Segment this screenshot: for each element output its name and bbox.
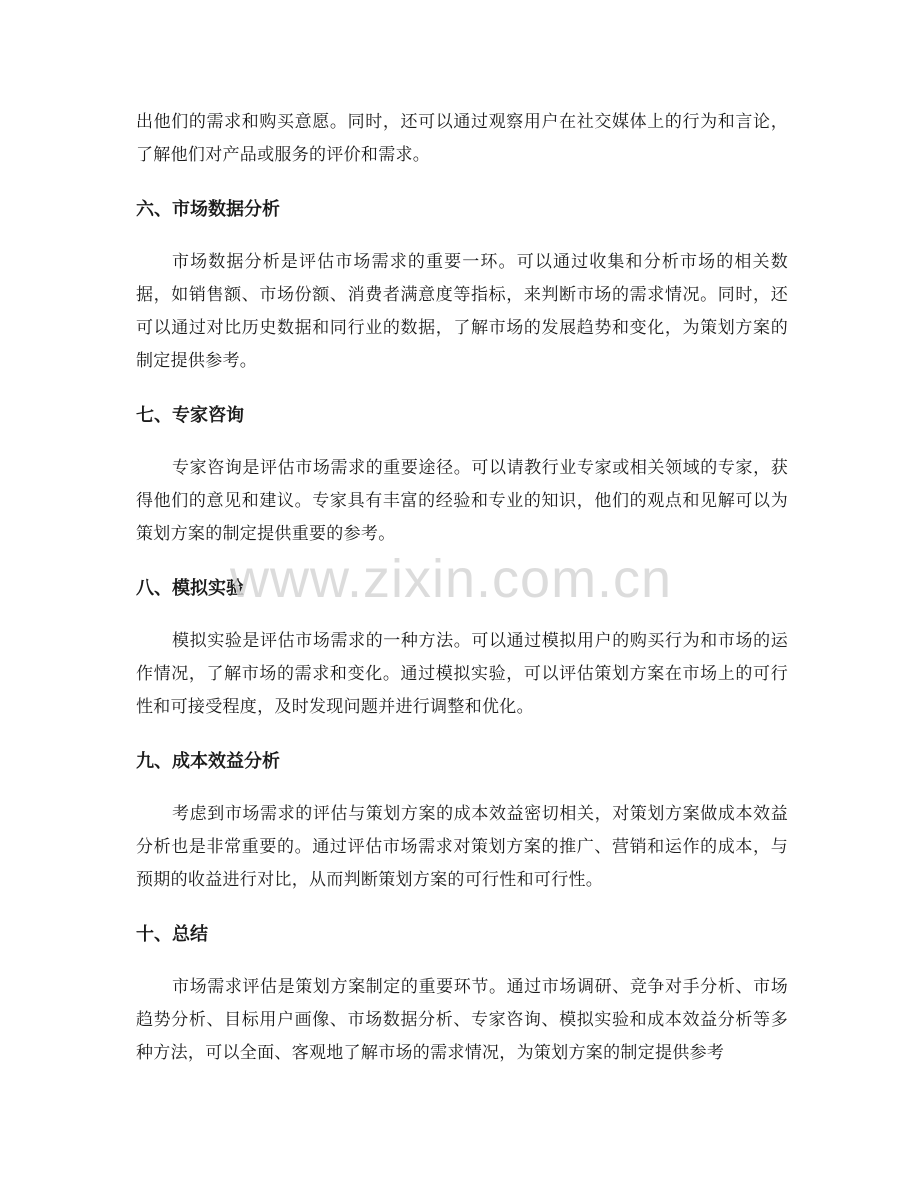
intro-paragraph: 出他们的需求和购买意愿。同时，还可以通过观察用户在社交媒体上的行为和言论，了解他们对产品或服务的评价和需求。 (136, 112, 788, 165)
section-body-8: 模拟实验是评估市场需求的一种方法。可以通过模拟用户的购买行为和市场的运作情况，了解市场的需求和变化。通过模拟实验，可以评估策划方案在市场上的可行性和可接受程度，及时发现问题并进行调整和优化。 (136, 631, 788, 717)
section-heading-6: 六、市场数据分析 (136, 199, 280, 220)
section-body-7: 专家咨询是评估市场需求的重要途径。可以请教行业专家或相关领域的专家，获得他们的意见和建议。专家具有丰富的经验和专业的知识，他们的观点和见解可以为策划方案的制定提供重要的参考。 (136, 458, 788, 544)
section-body-9: 考虑到市场需求的评估与策划方案的成本效益密切相关，对策划方案做成本效益分析也是非常重要的。通过评估市场需求对策划方案的推广、营销和运作的成本，与预期的收益进行对比，从而判断策划方案的可行性和可行性。 (136, 804, 788, 890)
section-heading-10: 十、总结 (136, 924, 208, 945)
section-body-6: 市场数据分析是评估市场需求的重要一环。可以通过收集和分析市场的相关数据，如销售额、市场份额、消费者满意度等指标，来判断市场的需求情况。同时，还可以通过对比历史数据和同行业的数据，了解市场的发展趋势和变化，为策划方案的制定提供参考。 (136, 252, 788, 371)
document-content (136, 106, 788, 1070)
section-heading-9: 九、成本效益分析 (136, 751, 280, 772)
section-heading-8: 八、模拟实验 (136, 578, 244, 599)
watermark-text: www.zixin.com.cn (230, 549, 673, 609)
section-heading-7: 七、专家咨询 (136, 405, 244, 426)
section-body-10: 市场需求评估是策划方案制定的重要环节。通过市场调研、竞争对手分析、市场趋势分析、目标用户画像、市场数据分析、专家咨询、模拟实验和成本效益分析等多种方法，可以全面、客观地了解市场的需求情况，为策划方案的制定提供参考 (136, 977, 788, 1063)
